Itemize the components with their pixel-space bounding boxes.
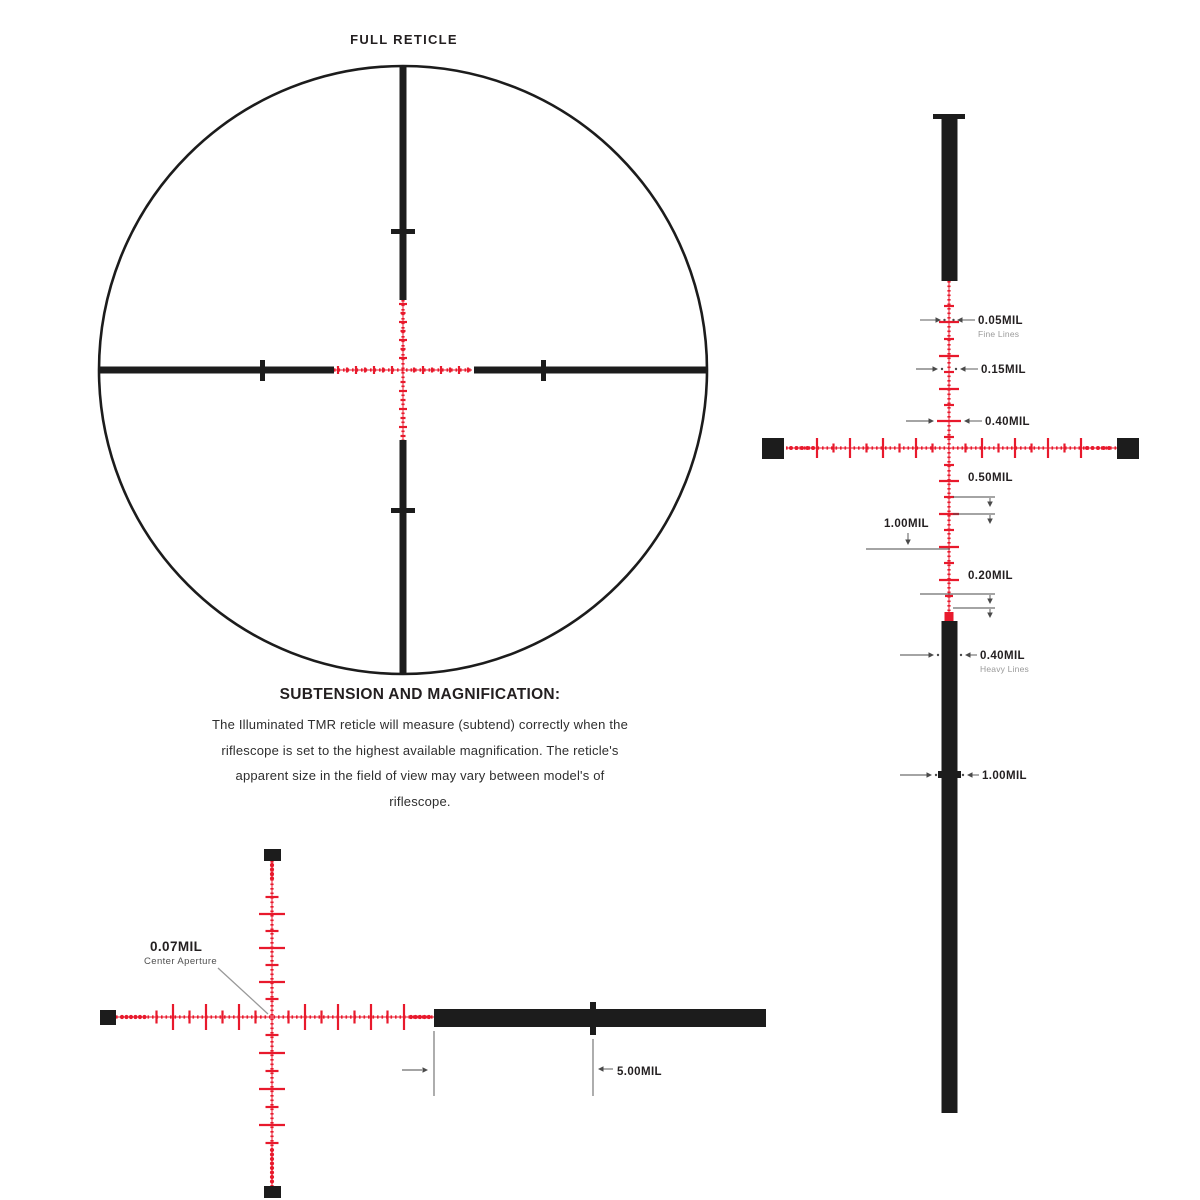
left-end-block — [100, 1010, 116, 1025]
red-dot — [422, 1015, 426, 1019]
red-dot — [133, 1015, 137, 1019]
dim-dot — [962, 774, 964, 776]
red-dot — [789, 446, 793, 450]
arrowhead — [987, 613, 993, 619]
red-dot — [409, 1015, 413, 1019]
subtension-note — [155, 686, 685, 814]
red-dot — [413, 1015, 417, 1019]
dim-dot — [937, 654, 939, 656]
label-heavy-lines-caption: Heavy Lines — [980, 664, 1029, 674]
red-dot — [270, 876, 274, 880]
red-dot — [418, 1015, 422, 1019]
red-dot — [795, 446, 799, 450]
dim-dot — [935, 774, 937, 776]
arrowhead — [929, 652, 935, 658]
dim-dot — [941, 368, 943, 370]
full-reticle-diagram — [99, 66, 707, 675]
dimension-callouts — [866, 317, 995, 778]
fine-red-crosshair — [116, 861, 434, 1186]
dimension-callouts — [218, 968, 613, 1096]
label-fine-lines-caption: Fine Lines — [978, 329, 1020, 339]
label-heavy-lines-mil: 0.40MIL — [980, 650, 1025, 662]
figure-title: FULL RETICLE — [350, 32, 458, 47]
red-dot — [1085, 446, 1089, 450]
red-dot — [270, 1152, 274, 1156]
label-five-mil: 5.00MIL — [617, 1066, 662, 1078]
red-dot — [806, 446, 810, 450]
red-dot — [270, 1175, 274, 1179]
note-line: riflescope. — [389, 793, 451, 809]
red-dot — [142, 1015, 146, 1019]
label-fine-lines-mil: 0.05MIL — [978, 315, 1023, 327]
illuminated-center-cross — [334, 300, 472, 440]
top-end-block — [264, 849, 281, 861]
red-dot — [120, 1015, 124, 1019]
arrowhead — [905, 540, 911, 546]
right-post — [474, 367, 707, 374]
left-post — [99, 367, 334, 374]
dim-dot — [952, 319, 954, 321]
label-long-hash-mil: 0.40MIL — [985, 416, 1030, 428]
note-heading: SUBTENSION AND MAGNIFICATION: — [279, 686, 561, 703]
red-dot — [270, 1148, 274, 1152]
heavy-bar-mil-tick — [590, 1002, 596, 1035]
red-dot — [270, 1161, 274, 1165]
note-line: The Illuminated TMR reticle will measure (subtend) correctly when the — [212, 717, 628, 732]
red-dot — [270, 863, 274, 867]
label-center-aperture-mil: 0.07MIL — [150, 939, 203, 954]
red-dot — [270, 1157, 274, 1161]
red-dot — [124, 1015, 128, 1019]
arrowhead — [598, 1066, 604, 1072]
red-dot — [427, 1015, 431, 1019]
bottom-end-block — [264, 1186, 281, 1198]
vertical-subtension-diagram — [762, 114, 1139, 1113]
left-end-block — [762, 438, 784, 459]
lower-post-mil-tick — [938, 771, 961, 778]
label-fifth-mil: 0.20MIL — [968, 570, 1013, 582]
red-dot — [1091, 446, 1095, 450]
dim-dot — [943, 319, 945, 321]
red-dot — [270, 867, 274, 871]
red-dot — [1102, 446, 1106, 450]
arrowhead — [987, 519, 993, 525]
red-dot — [1107, 446, 1111, 450]
label-center-aperture-caption: Center Aperture — [144, 956, 218, 967]
note-line: apparent size in the field of view may vary between model's of — [235, 768, 605, 783]
arrowhead — [927, 772, 933, 778]
top-post — [400, 66, 407, 300]
red-dot — [811, 446, 815, 450]
bottom-post-tick — [391, 508, 415, 513]
red-dot — [800, 446, 804, 450]
note-line: riflescope is set to the highest available magnification. The reticle's — [221, 742, 619, 758]
label-short-hash-mil: 0.15MIL — [981, 364, 1026, 376]
red-dot — [129, 1015, 133, 1019]
right-heavy-bar — [434, 1009, 766, 1027]
bottom-post — [400, 440, 407, 675]
dim-dot — [955, 368, 957, 370]
dim-dot — [960, 654, 962, 656]
arrowhead — [987, 599, 993, 605]
arrowhead — [987, 502, 993, 508]
arrowhead — [933, 366, 939, 372]
red-dot — [1096, 446, 1100, 450]
lower-heavy-post — [942, 621, 958, 1113]
red-dot — [270, 1179, 274, 1183]
red-dot — [138, 1015, 142, 1019]
right-post-tick — [541, 360, 546, 381]
left-post-tick — [260, 360, 265, 381]
center-aperture-diagram — [100, 849, 766, 1198]
top-post-tick — [391, 229, 415, 234]
leader-line — [218, 968, 268, 1014]
red-dot — [270, 1166, 274, 1170]
label-half-mil: 0.50MIL — [968, 472, 1013, 484]
arrowhead — [423, 1067, 429, 1073]
red-dot — [270, 872, 274, 876]
label-one-mil-spacing: 1.00MIL — [884, 518, 929, 530]
label-one-mil-post: 1.00MIL — [982, 770, 1027, 782]
red-dot — [270, 1170, 274, 1174]
fine-red-crosshair — [786, 281, 1117, 622]
upper-heavy-post — [942, 114, 958, 281]
arrowhead — [929, 418, 935, 424]
right-end-block — [1117, 438, 1139, 459]
